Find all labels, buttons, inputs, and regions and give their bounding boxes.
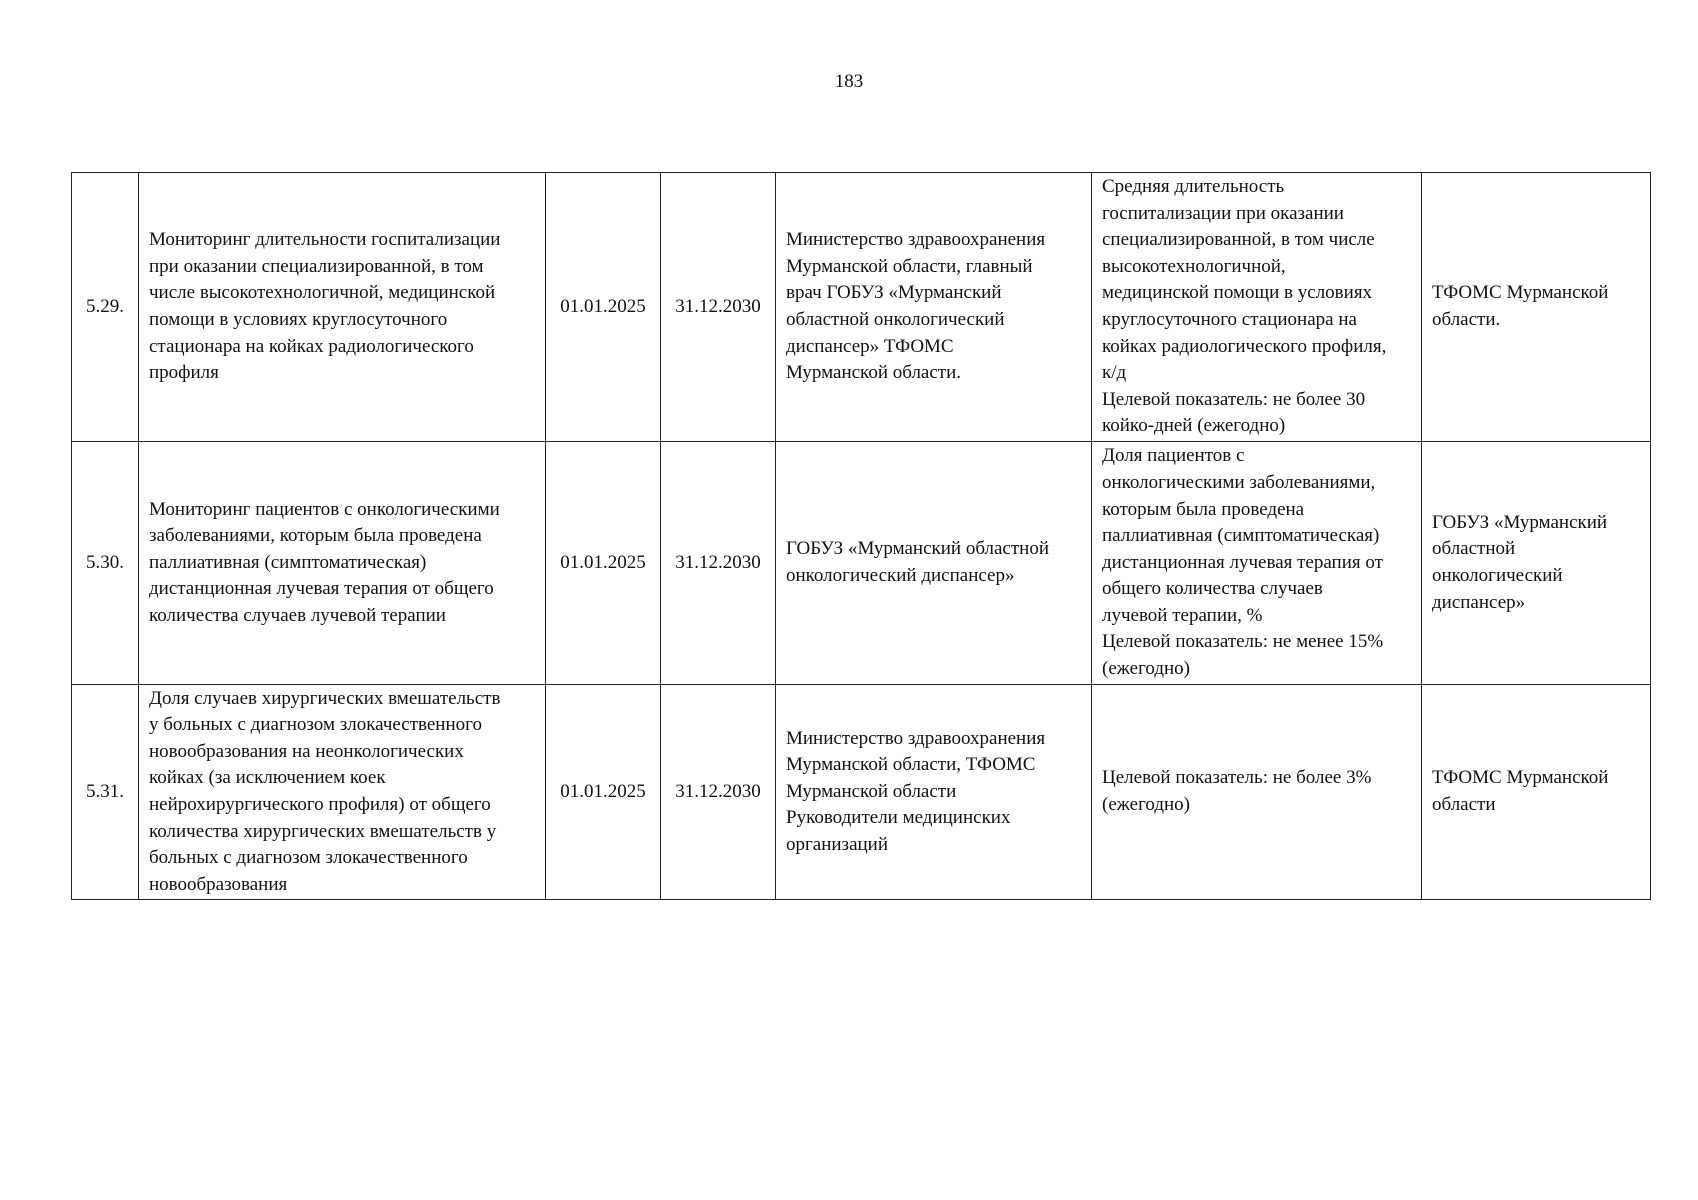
- measures-table: [71, 172, 1651, 900]
- target-indicator: Доля пациентов с онкологическими заболеваниями, которым была проведена паллиативная (симптоматическая) дистанционная лучевая терапия от общего количества случаев лучевой терапии, % Целевой показатель: не менее 15% (ежегодно): [1092, 442, 1422, 685]
- controller: ТФОМС Мурманской области: [1422, 685, 1651, 900]
- target-indicator: Целевой показатель: не более 3% (ежегодно): [1092, 685, 1422, 900]
- start-date: 01.01.2025: [546, 173, 661, 442]
- measure-description: Мониторинг длительности госпитализации при оказании специализированной, в том числе высокотехнологичной, медицинской помощи в условиях круглосуточного стационара на койках радиологического профиля: [139, 173, 546, 442]
- end-date: 31.12.2030: [661, 685, 776, 900]
- table-row: [72, 442, 1651, 685]
- table-row: [72, 685, 1651, 900]
- end-date: 31.12.2030: [661, 173, 776, 442]
- end-date: 31.12.2030: [661, 442, 776, 685]
- responsible-executor: Министерство здравоохранения Мурманской области, ТФОМС Мурманской области Руководители медицинских организаций: [776, 685, 1092, 900]
- page-number: 183: [834, 71, 864, 92]
- row-number: 5.29.: [72, 173, 139, 442]
- measure-description: Доля случаев хирургических вмешательств у больных с диагнозом злокачественного новообразования на неонкологических койках (за исключением коек нейрохирургического профиля) от общего количества хирургических вмешательств у больных с диагнозом злокачественного новообразования: [139, 685, 546, 900]
- measure-description: Мониторинг пациентов с онкологическими заболеваниями, которым была проведена паллиативная (симптоматическая) дистанционная лучевая терапия от общего количества случаев лучевой терапии: [139, 442, 546, 685]
- table-row: [72, 173, 1651, 442]
- responsible-executor: ГОБУЗ «Мурманский областной онкологический диспансер»: [776, 442, 1092, 685]
- start-date: 01.01.2025: [546, 442, 661, 685]
- controller: ТФОМС Мурманской области.: [1422, 173, 1651, 442]
- controller: ГОБУЗ «Мурманский областной онкологический диспансер»: [1422, 442, 1651, 685]
- responsible-executor: Министерство здравоохранения Мурманской области, главный врач ГОБУЗ «Мурманский областной онкологический диспансер» ТФОМС Мурманской области.: [776, 173, 1092, 442]
- row-number: 5.31.: [72, 685, 139, 900]
- start-date: 01.01.2025: [546, 685, 661, 900]
- target-indicator: Средняя длительность госпитализации при оказании специализированной, в том числе высокотехнологичной, медицинской помощи в условиях круглосуточного стационара на койках радиологического профиля, к/д Целевой показатель: не более 30 койко-дней (ежегодно): [1092, 173, 1422, 442]
- row-number: 5.30.: [72, 442, 139, 685]
